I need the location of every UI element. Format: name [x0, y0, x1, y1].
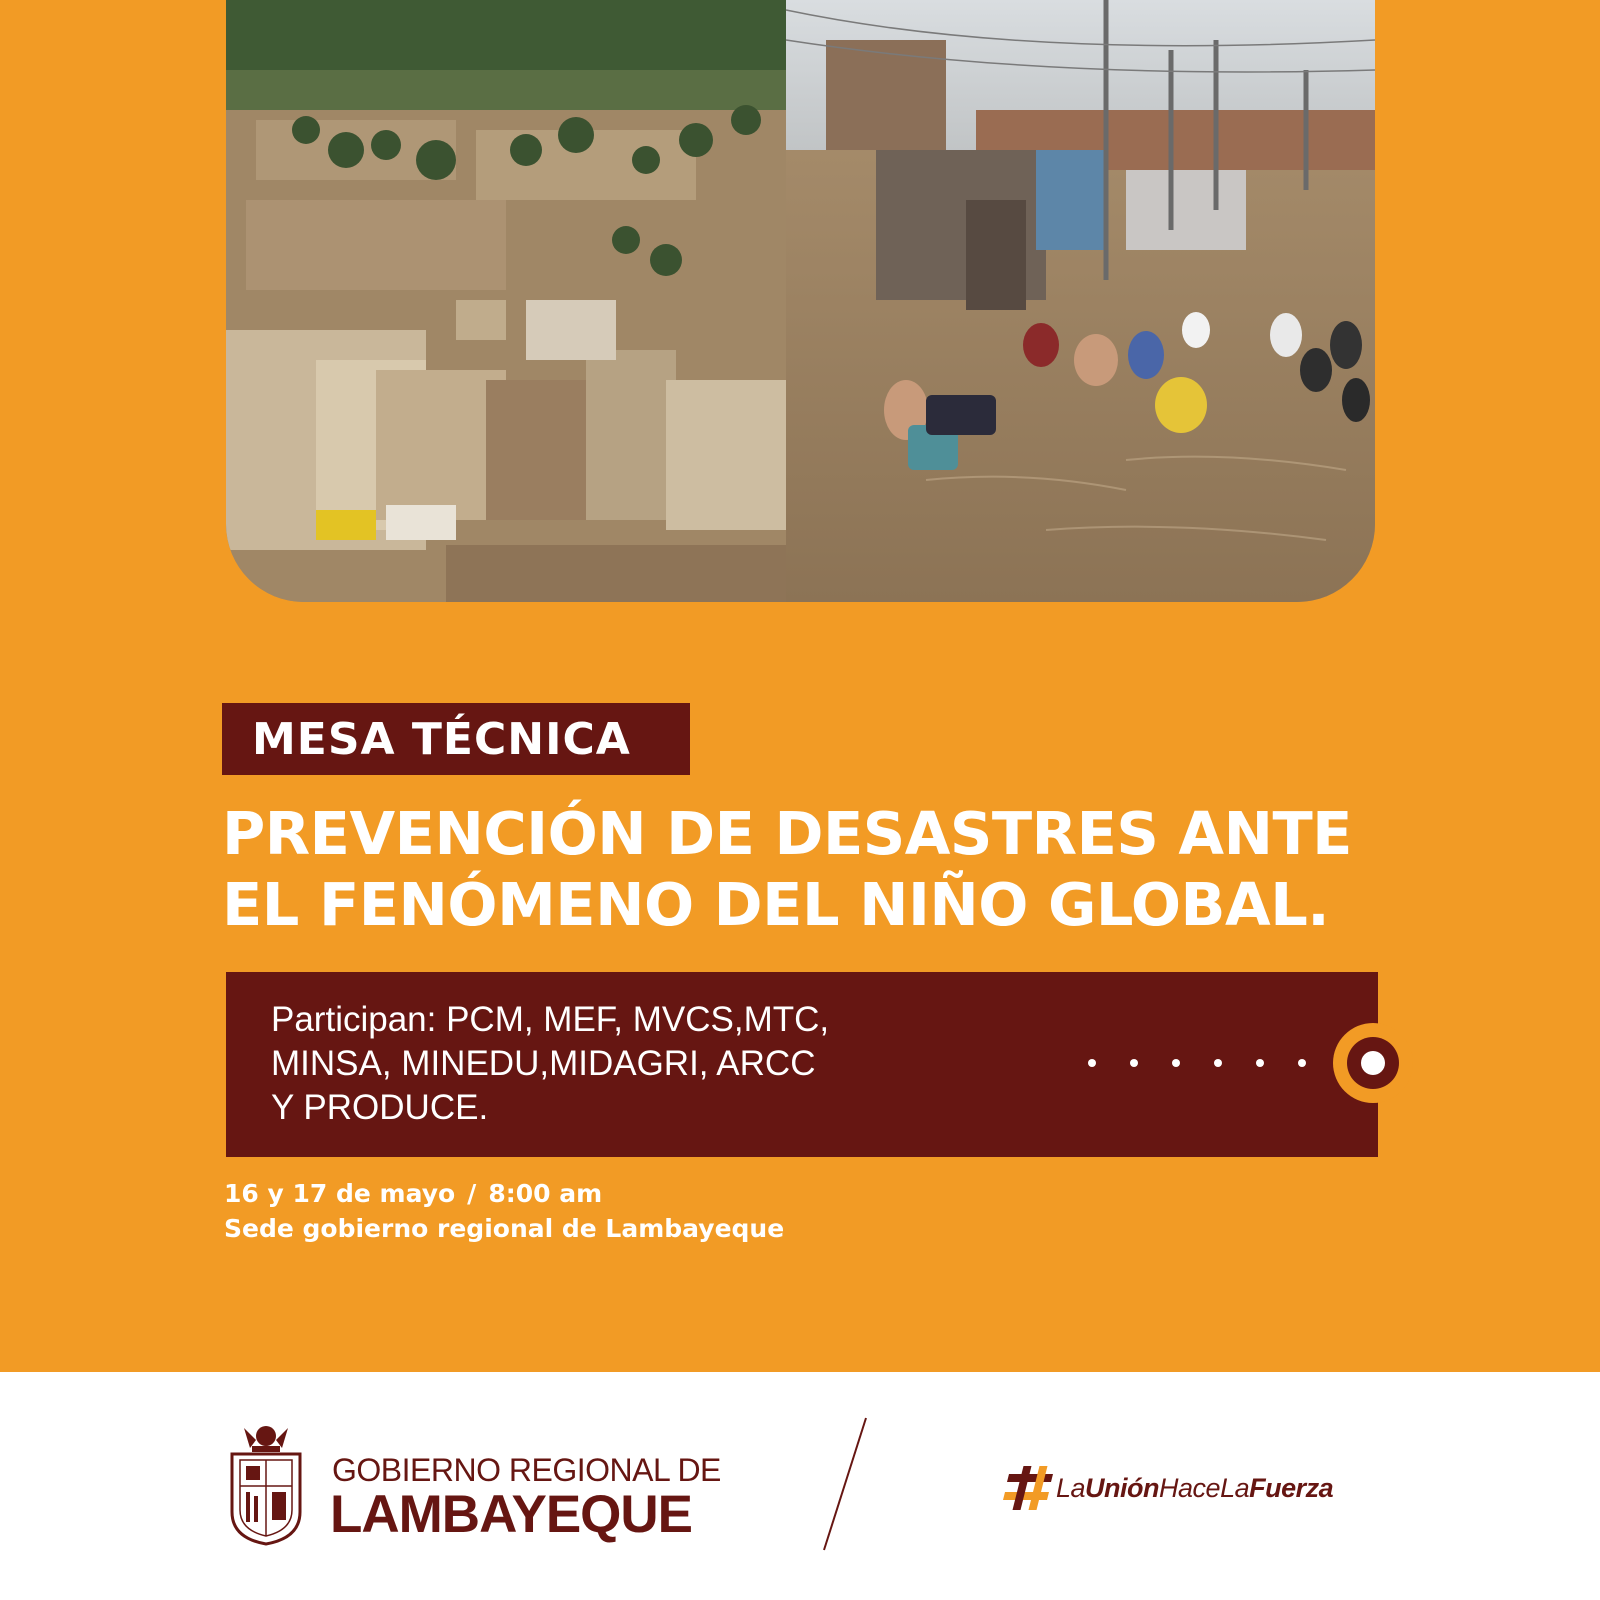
dot	[1088, 1059, 1096, 1067]
footer-divider	[820, 1416, 870, 1552]
participants-text	[271, 998, 829, 1130]
event-time: 8:00 am	[488, 1179, 603, 1208]
dot	[1172, 1059, 1180, 1067]
event-info	[224, 1176, 784, 1246]
hashtag-part-1: La	[1056, 1472, 1086, 1503]
dot	[1130, 1059, 1138, 1067]
hashtag-part-4: La	[1220, 1472, 1250, 1503]
event-datetime	[224, 1176, 784, 1211]
dot	[1256, 1059, 1264, 1067]
hashtag-part-2: Unión	[1085, 1472, 1160, 1503]
hashtag-text	[1056, 1473, 1333, 1504]
participants-line-3: Y PRODUCE.	[271, 1088, 489, 1127]
org-name-line-2: LAMBAYEQUE	[330, 1485, 693, 1544]
footer	[0, 1372, 1600, 1600]
participants-line-2: MINSA, MINEDU,MIDAGRI, ARCC	[271, 1044, 816, 1083]
mesa-tecnica-tag	[222, 703, 690, 775]
event-dates: 16 y 17 de mayo	[224, 1179, 456, 1208]
hashtag-icon	[1004, 1464, 1054, 1512]
campaign-hashtag	[1004, 1464, 1333, 1512]
dot	[1298, 1059, 1306, 1067]
hashtag-part-3: Hace	[1159, 1472, 1221, 1503]
target-icon	[1333, 1023, 1413, 1103]
event-venue: Sede gobierno regional de Lambayeque	[224, 1214, 785, 1243]
org-name-line-1: GOBIERNO REGIONAL DE	[332, 1452, 721, 1488]
hashtag-part-5: Fuerza	[1249, 1472, 1334, 1503]
headline	[222, 798, 1422, 940]
flood-photo-illustration	[226, 0, 1375, 602]
tag-label: MESA TÉCNICA	[252, 713, 631, 765]
flood-photo	[226, 0, 1375, 602]
dot	[1214, 1059, 1222, 1067]
dotted-line	[1088, 1059, 1306, 1067]
event-separator: /	[467, 1179, 477, 1208]
participants-line-1: Participan: PCM, MEF, MVCS,MTC,	[271, 1000, 830, 1039]
participants-panel	[226, 972, 1378, 1157]
headline-line-1: PREVENCIÓN DE DESASTRES ANTE	[222, 799, 1352, 868]
headline-line-2: EL FENÓMENO DEL NIÑO GLOBAL.	[222, 870, 1330, 939]
crest-logo-icon	[224, 1420, 308, 1548]
